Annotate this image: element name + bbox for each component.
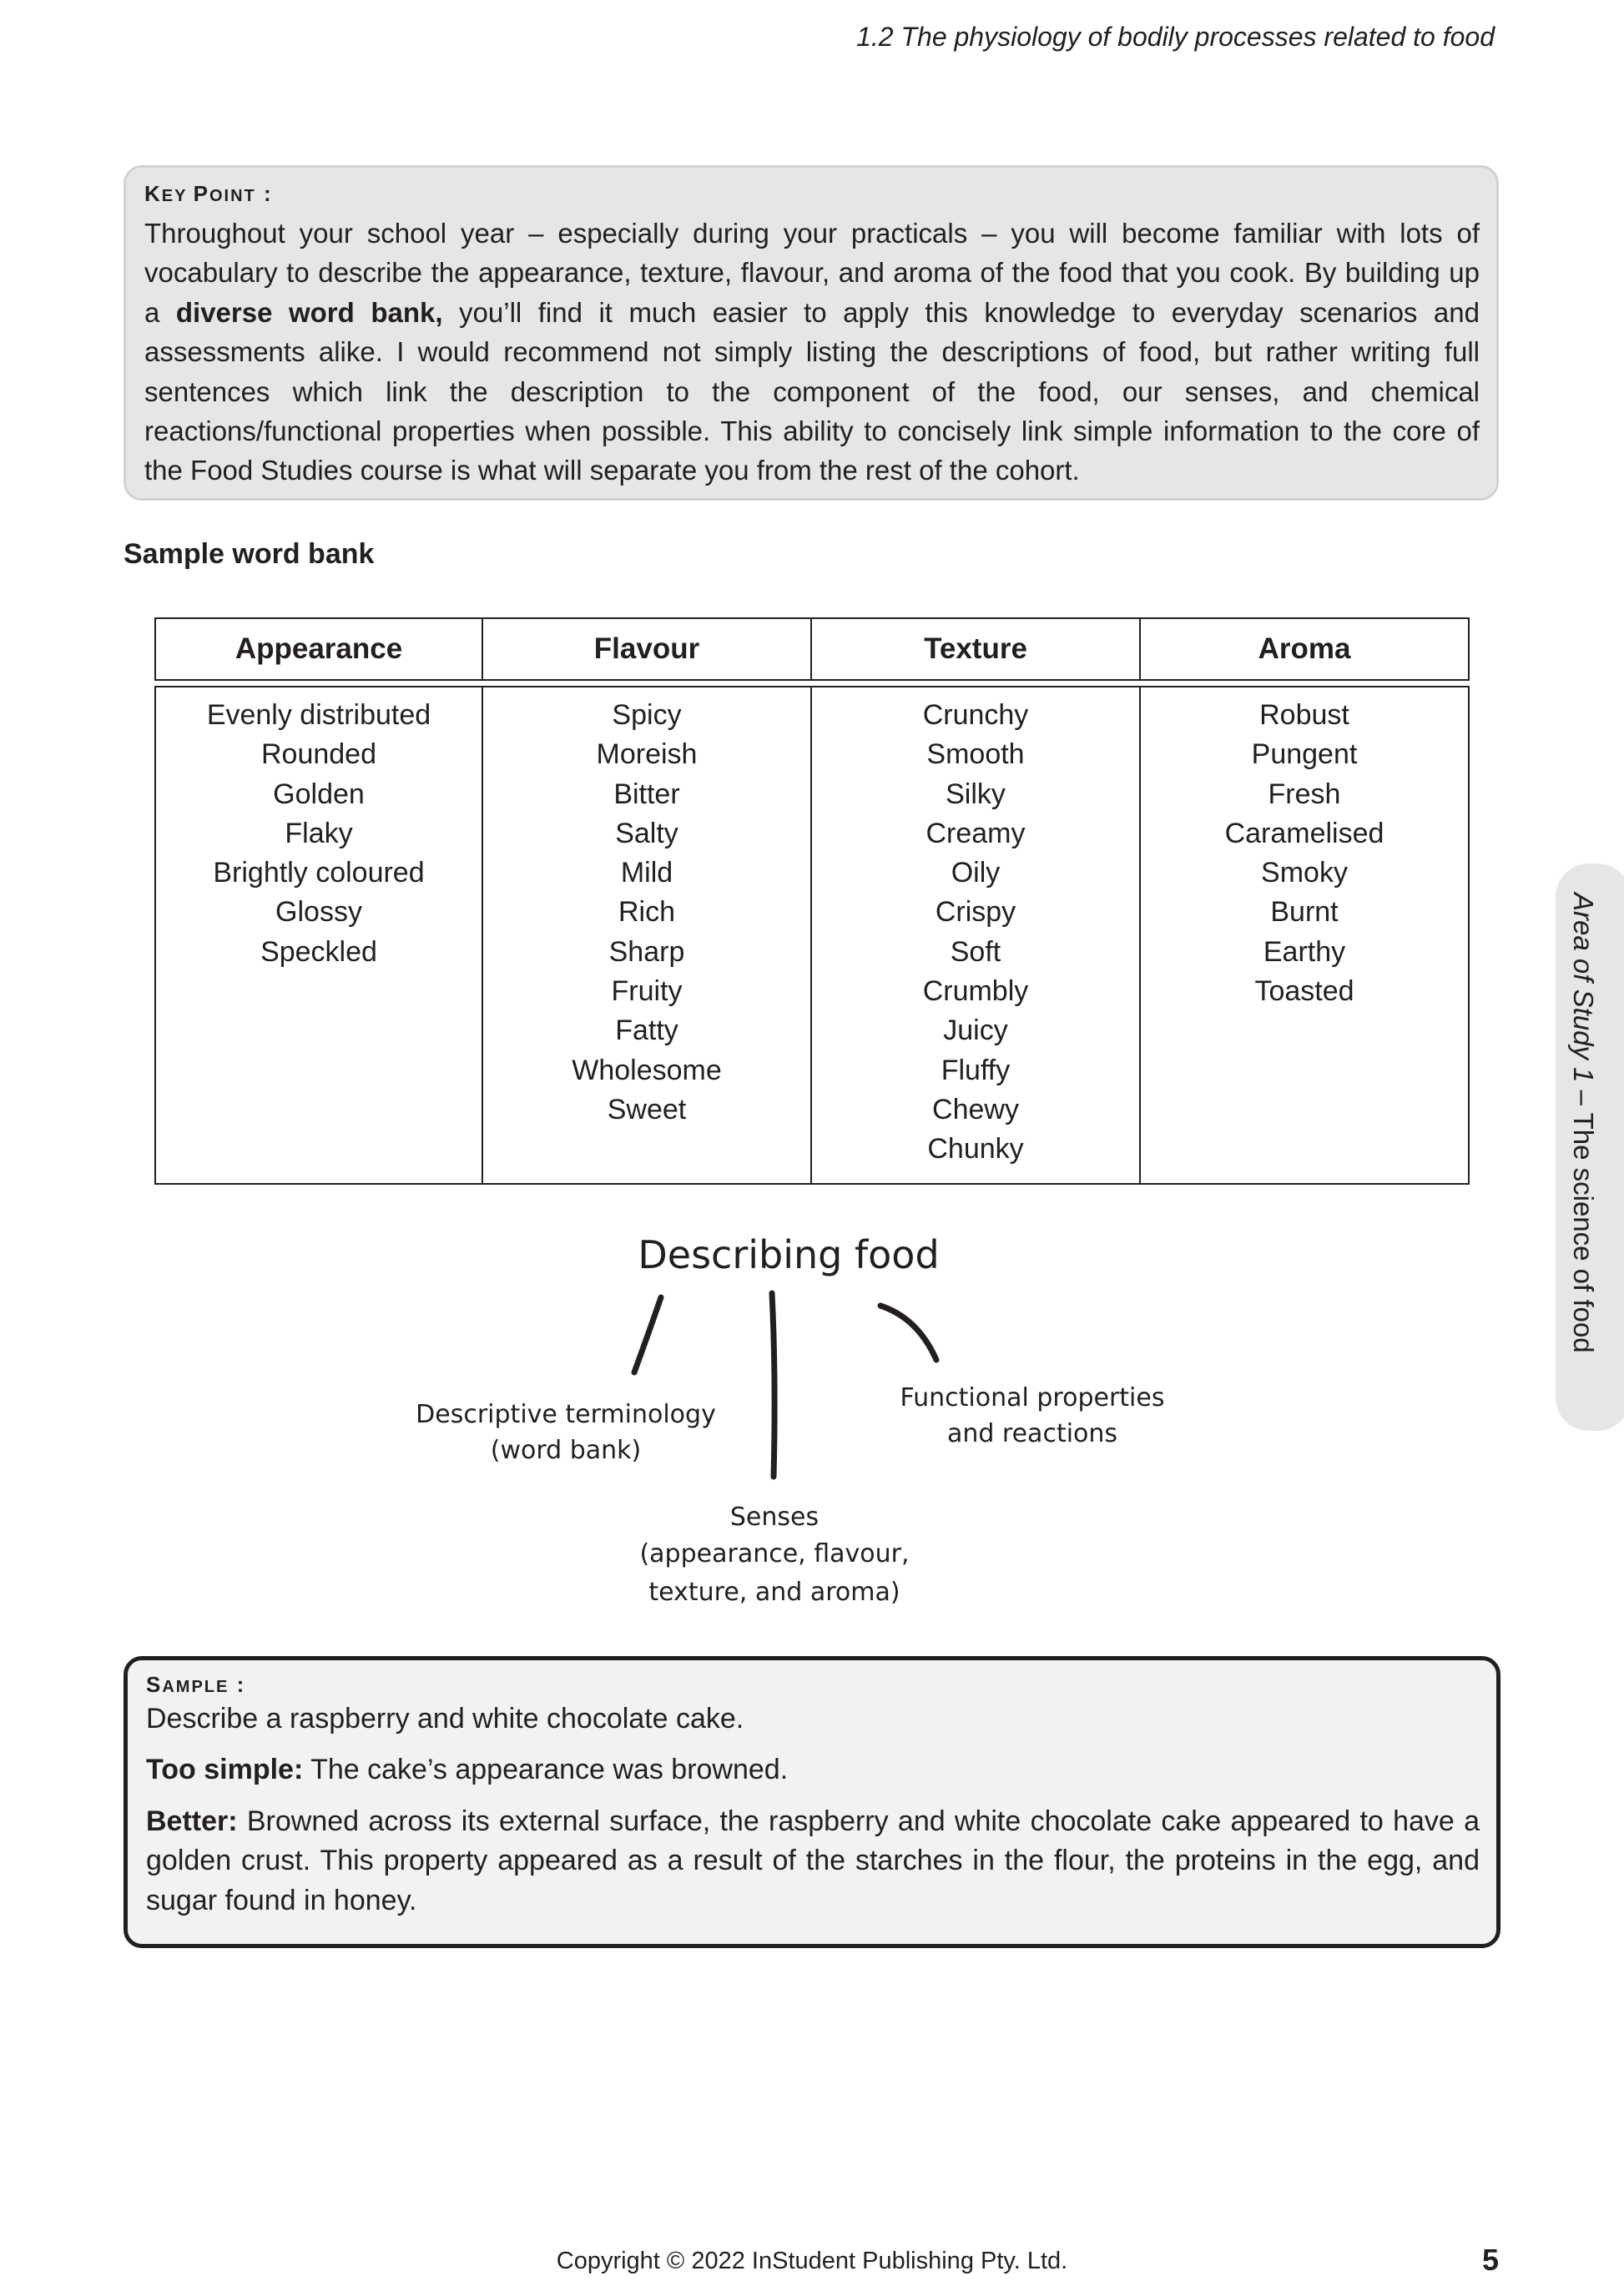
diagram-right-label-line2: and reactions bbox=[946, 1419, 1118, 1448]
word-bank-entry: Evenly distributed bbox=[206, 699, 431, 731]
running-header: 1.2 The physiology of bodily processes related to food bbox=[856, 22, 1495, 52]
column-header-texture: Texture bbox=[812, 617, 1141, 681]
word-bank-entry: Rich bbox=[618, 896, 676, 929]
word-bank-entry: Flaky bbox=[285, 817, 353, 849]
sample-label: SAMPLE : bbox=[146, 1672, 246, 1697]
diagram-bottom-label-line1: Senses bbox=[729, 1503, 820, 1532]
word-bank-entry: Salty bbox=[615, 817, 678, 849]
diagram-left-label-line1: Descriptive terminology bbox=[416, 1400, 716, 1429]
word-bank-entry: Creamy bbox=[925, 817, 1026, 849]
word-bank-entry: Earthy bbox=[1263, 935, 1346, 968]
copyright-footer: Copyright © 2022 InStudent Publishing Pty. Ltd. bbox=[556, 2248, 1068, 2274]
word-bank-entry: Pungent bbox=[1251, 738, 1358, 771]
word-bank-entry: Burnt bbox=[1270, 896, 1339, 929]
word-bank-entry: Crispy bbox=[935, 896, 1016, 929]
key-point-label: KEY POINT : bbox=[144, 181, 273, 206]
diagram-center-stroke bbox=[772, 1293, 774, 1477]
word-bank-entry: Smoky bbox=[1261, 857, 1348, 889]
column-header-flavour: Flavour bbox=[483, 617, 812, 681]
diagram-title: Describing food bbox=[638, 1232, 940, 1277]
diagram-right-label-line1: Functional properties bbox=[900, 1383, 1165, 1412]
word-bank-entry: Moreish bbox=[596, 738, 698, 771]
word-bank-entry: Chewy bbox=[932, 1093, 1019, 1125]
diagram-bottom-label-line3: texture, and aroma) bbox=[648, 1578, 900, 1607]
word-bank-entry: Rounded bbox=[260, 738, 376, 771]
word-bank-entry: Chunky bbox=[927, 1133, 1024, 1166]
column-header-appearance: Appearance bbox=[154, 617, 483, 681]
sample-box bbox=[124, 1656, 1500, 1948]
sample-prompt: Describe a raspberry and white chocolate cake. bbox=[146, 1703, 744, 1735]
word-bank-entry: Speckled bbox=[260, 935, 377, 968]
word-bank-entry: Soft bbox=[950, 935, 1001, 968]
word-bank-entry: Mild bbox=[620, 857, 673, 889]
word-bank-entry: Smooth bbox=[926, 738, 1025, 771]
word-bank-entry: Crunchy bbox=[922, 699, 1029, 731]
diagram-bottom-label-line2: (appearance, flavour, bbox=[639, 1539, 910, 1568]
word-bank-entry: Oily bbox=[951, 857, 1001, 889]
diagram-left-stroke bbox=[634, 1297, 661, 1372]
column-header-aroma: Aroma bbox=[1141, 617, 1470, 681]
word-bank-entry: Golden bbox=[273, 778, 365, 810]
word-bank-entry: Brightly coloured bbox=[213, 857, 425, 889]
word-bank-entry: Fatty bbox=[615, 1015, 678, 1047]
word-bank-heading: Sample word bank bbox=[124, 538, 375, 570]
word-bank-entry: Bitter bbox=[613, 778, 680, 810]
diagram-left-label-line2: (word bank) bbox=[490, 1436, 642, 1465]
word-bank-entry: Robust bbox=[1259, 699, 1349, 731]
word-bank-entry: Sharp bbox=[608, 935, 685, 968]
sample-better: Better: Browned across its external surface, the raspberry and white chocolate cake appeared to have a golden crust. This property appeared as a result of the starches in the flour, the proteins in the egg, and sugar found in honey. bbox=[146, 1805, 1480, 1916]
key-point-text: Throughout your school year – especially during your practicals – you will become familiar with lots of vocabulary to describe the appearance, texture, flavour, and aroma of the food that you cook. By building up a diverse word bank, you’ll find it much easier to apply this knowledge to everyday scenarios and assessments alike. I would recommend not simply listing the descriptions of food, but rather writing full sentences which link the description to the component of the food, our senses, and chemical reactions/functional properties when possible. This ability to concisely link simple information to the core of the Food Studies course is what will separate you from the rest of the cohort. bbox=[144, 218, 1480, 486]
word-bank-entry: Silky bbox=[946, 778, 1006, 810]
page-number: 5 bbox=[1481, 2243, 1499, 2277]
word-bank-entry: Crumbly bbox=[922, 975, 1029, 1008]
word-bank-entry: Spicy bbox=[612, 699, 682, 731]
word-bank-entry: Wholesome bbox=[572, 1054, 722, 1086]
word-bank-entry: Glossy bbox=[275, 896, 362, 929]
diagram-right-stroke bbox=[880, 1306, 936, 1360]
word-bank-entry: Toasted bbox=[1254, 975, 1354, 1008]
word-bank-entry: Juicy bbox=[943, 1015, 1008, 1047]
word-bank-entry: Caramelised bbox=[1224, 817, 1384, 849]
word-bank-entry: Sweet bbox=[607, 1093, 687, 1125]
word-bank-entry: Fruity bbox=[611, 975, 683, 1008]
word-bank-entry: Fluffy bbox=[941, 1054, 1011, 1086]
word-bank-entry: Fresh bbox=[1268, 778, 1341, 810]
side-tab-label: Area of Study 1 – The science of food bbox=[1568, 893, 1599, 1353]
sample-too-simple: Too simple: The cake’s appearance was browned. bbox=[146, 1754, 789, 1786]
